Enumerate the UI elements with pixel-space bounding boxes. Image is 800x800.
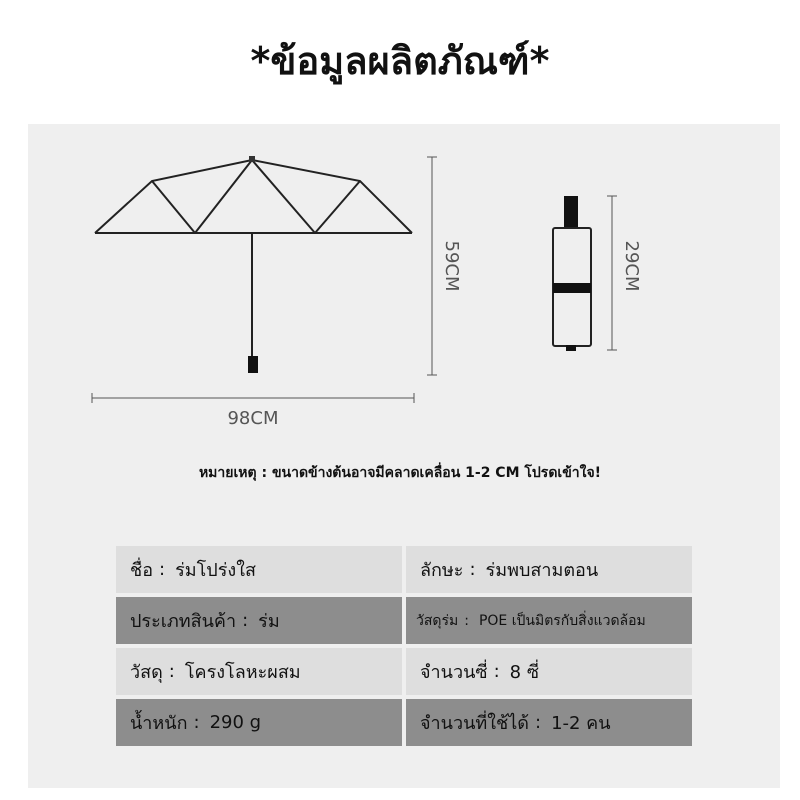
width-label: 98CM	[227, 408, 279, 429]
page-title: *ข้อมูลผลิตภัณฑ์*	[250, 39, 550, 83]
spec-table	[116, 546, 692, 746]
spec-value: 1-2 คน	[551, 713, 611, 734]
open-umbrella-icon	[95, 160, 412, 358]
spec-label: จำนวนที่ใช้ได้	[420, 713, 529, 734]
open-height-label: 59CM	[441, 240, 462, 292]
spec-label: ลักษะ	[420, 560, 464, 581]
folded-height-dimension-line	[607, 196, 617, 350]
spec-value: 290 g	[209, 712, 262, 733]
spec-cell	[406, 546, 692, 593]
spec-label: ชื่อ	[130, 560, 154, 581]
handle-icon	[248, 356, 258, 373]
spec-value: ร่ม	[258, 611, 280, 632]
spec-value: POE เป็นมิตรกับสิ่งแวดล้อม	[478, 612, 646, 629]
spec-separator: :	[193, 712, 200, 733]
folded-height-label: 29CM	[621, 240, 642, 292]
spec-label: วัสดุ	[130, 662, 163, 683]
spec-cell	[406, 648, 692, 695]
spec-separator: :	[159, 559, 166, 580]
folded-umbrella-icon	[553, 196, 591, 351]
spec-label: จำนวนซี่	[420, 662, 488, 683]
size-note	[0, 462, 800, 484]
spec-cell	[116, 648, 402, 695]
spec-cell	[406, 699, 692, 746]
spec-separator: :	[464, 612, 469, 629]
spec-separator: :	[168, 661, 175, 682]
spec-separator: :	[242, 610, 249, 631]
spec-cell	[116, 597, 402, 644]
open-height-dimension-line	[427, 157, 437, 375]
note-label: หมายเหตุ :	[198, 465, 268, 481]
spec-label: น้ำหนัก	[130, 713, 188, 734]
spec-separator: :	[493, 661, 500, 682]
spec-label: วัสดุร่ม	[416, 612, 459, 629]
spec-label: ประเภทสินค้า	[130, 611, 237, 632]
width-dimension-line	[92, 393, 414, 403]
spec-value: โครงโลหะผสม	[184, 662, 301, 683]
spec-value: 8 ซี่	[509, 662, 540, 683]
spec-value: ร่มโปร่งใส	[175, 560, 256, 581]
spec-cell	[406, 597, 692, 644]
spec-separator: :	[469, 559, 476, 580]
spec-cell	[116, 546, 402, 593]
spec-separator: :	[534, 712, 542, 733]
note-text: ขนาดข้างต้นอาจมีคลาดเคลื่อน 1-2 CM โปรดเข้าใจ!	[271, 465, 602, 481]
spec-value: ร่มพบสามตอน	[485, 560, 599, 581]
spec-cell	[116, 699, 402, 746]
